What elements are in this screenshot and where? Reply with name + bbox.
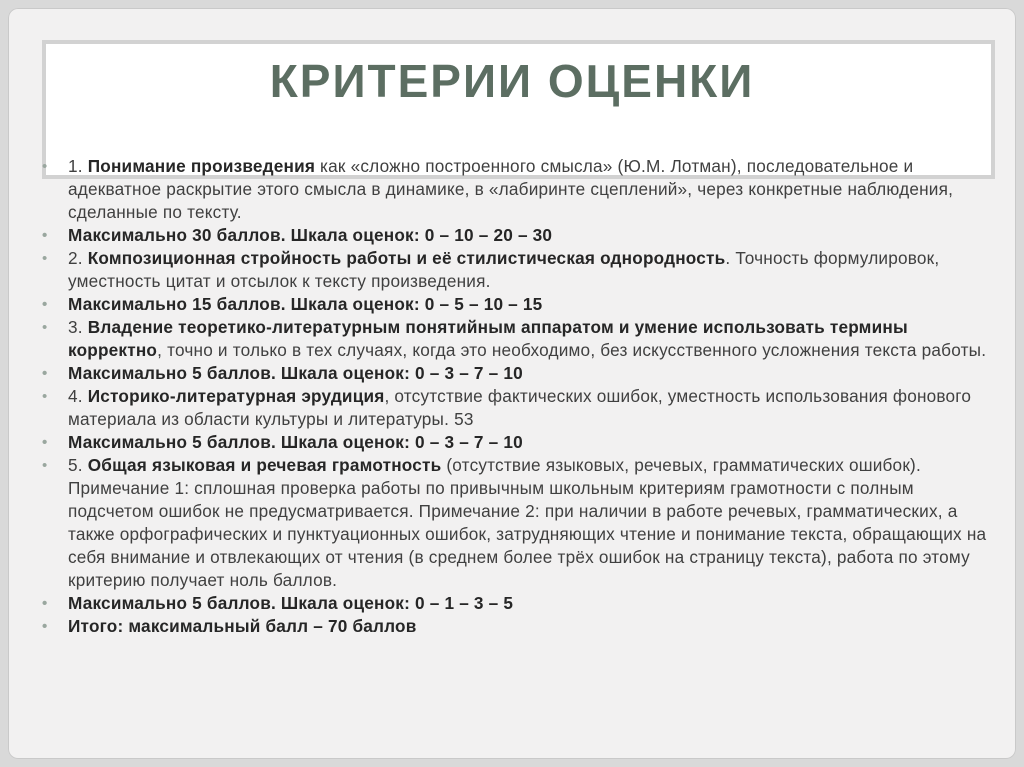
score-text: Максимально 5 баллов. Шкала оценок: 0 – 3 – 7 – 10: [68, 363, 523, 383]
bullet-icon: •: [42, 319, 48, 336]
bullet-icon: •: [42, 618, 48, 635]
score-line-3: [42, 362, 1002, 385]
criterion-1: [42, 155, 1002, 224]
score-text: Максимально 5 баллов. Шкала оценок: 0 – 1 – 3 – 5: [68, 593, 514, 613]
criteria-list: [42, 155, 1002, 638]
score-text: Максимально 15 баллов. Шкала оценок: 0 – 5 – 10 – 15: [68, 294, 543, 314]
total-line: [42, 615, 1002, 638]
bullet-icon: •: [42, 434, 48, 451]
bullet-icon: •: [42, 296, 48, 313]
score-line-1: [42, 224, 1002, 247]
bullet-icon: •: [42, 457, 48, 474]
score-text: Максимально 5 баллов. Шкала оценок: 0 – 3 – 7 – 10: [68, 432, 523, 452]
bullet-icon: •: [42, 595, 48, 612]
total-text: Итого: максимальный балл – 70 баллов: [68, 616, 417, 636]
criterion-title: Понимание произведения: [87, 156, 316, 176]
criterion-number: 2.: [68, 248, 88, 268]
criterion-number: 1.: [68, 156, 88, 176]
score-line-2: [42, 293, 1002, 316]
slide-title: КРИТЕРИИ ОЦЕНКИ: [269, 55, 755, 107]
bullet-icon: •: [42, 365, 48, 382]
criterion-title: Владение теоретико-литературным понятийным аппаратом и умение использовать термины корректно: [68, 317, 908, 360]
slide: [8, 8, 1016, 759]
criterion-5: [42, 454, 1002, 592]
criterion-description: как «сложно построенного смысла» (Ю.М. Лотман), последовательное и адекватное раскрытие этого смысла в динамике, в «лабиринте сцеплений», через конкретные наблюдения, сделанные по тексту.: [68, 156, 954, 222]
criterion-number: 5.: [68, 455, 88, 475]
score-text: Максимально 30 баллов. Шкала оценок: 0 – 10 – 20 – 30: [68, 225, 553, 245]
score-line-5: [42, 592, 1002, 615]
criterion-title: Общая языковая и речевая грамотность: [87, 455, 442, 475]
criterion-description: (отсутствие языковых, речевых, грамматических ошибок). Примечание 1: сплошная проверка работы по привычным школьным критериям грамотности с полным подсчетом ошибок не предусматривается. Примечание 2: при наличии в работе речевых, грамматических, а также орфографических и пунктуационных ошибок, затрудняющих чтение и понимание текста, обращающих на себя внимание и отвлекающих от чтения (в среднем более трёх ошибок на страницу текста), работа по этому критерию получает ноль баллов.: [68, 455, 987, 590]
criterion-title: Историко-литературная эрудиция: [87, 386, 385, 406]
criterion-description: , точно и только в тех случаях, когда это необходимо, без искусственного усложнения текста работы.: [157, 340, 987, 360]
criterion-description: . Точность формулировок, уместность цитат и отсылок к тексту произведения.: [68, 248, 940, 291]
criterion-2: [42, 247, 1002, 293]
criterion-4: [42, 385, 1002, 431]
score-line-4: [42, 431, 1002, 454]
bullet-icon: •: [42, 250, 48, 267]
criterion-number: 3.: [68, 317, 88, 337]
bullet-icon: •: [42, 158, 48, 175]
bullet-icon: •: [42, 227, 48, 244]
criterion-number: 4.: [68, 386, 88, 406]
criterion-3: [42, 316, 1002, 362]
criterion-description: , отсутствие фактических ошибок, уместность использования фонового материала из области культуры и литературы. 53: [68, 386, 972, 429]
criterion-title: Композиционная стройность работы и её стилистическая однородность: [87, 248, 726, 268]
bullet-icon: •: [42, 388, 48, 405]
